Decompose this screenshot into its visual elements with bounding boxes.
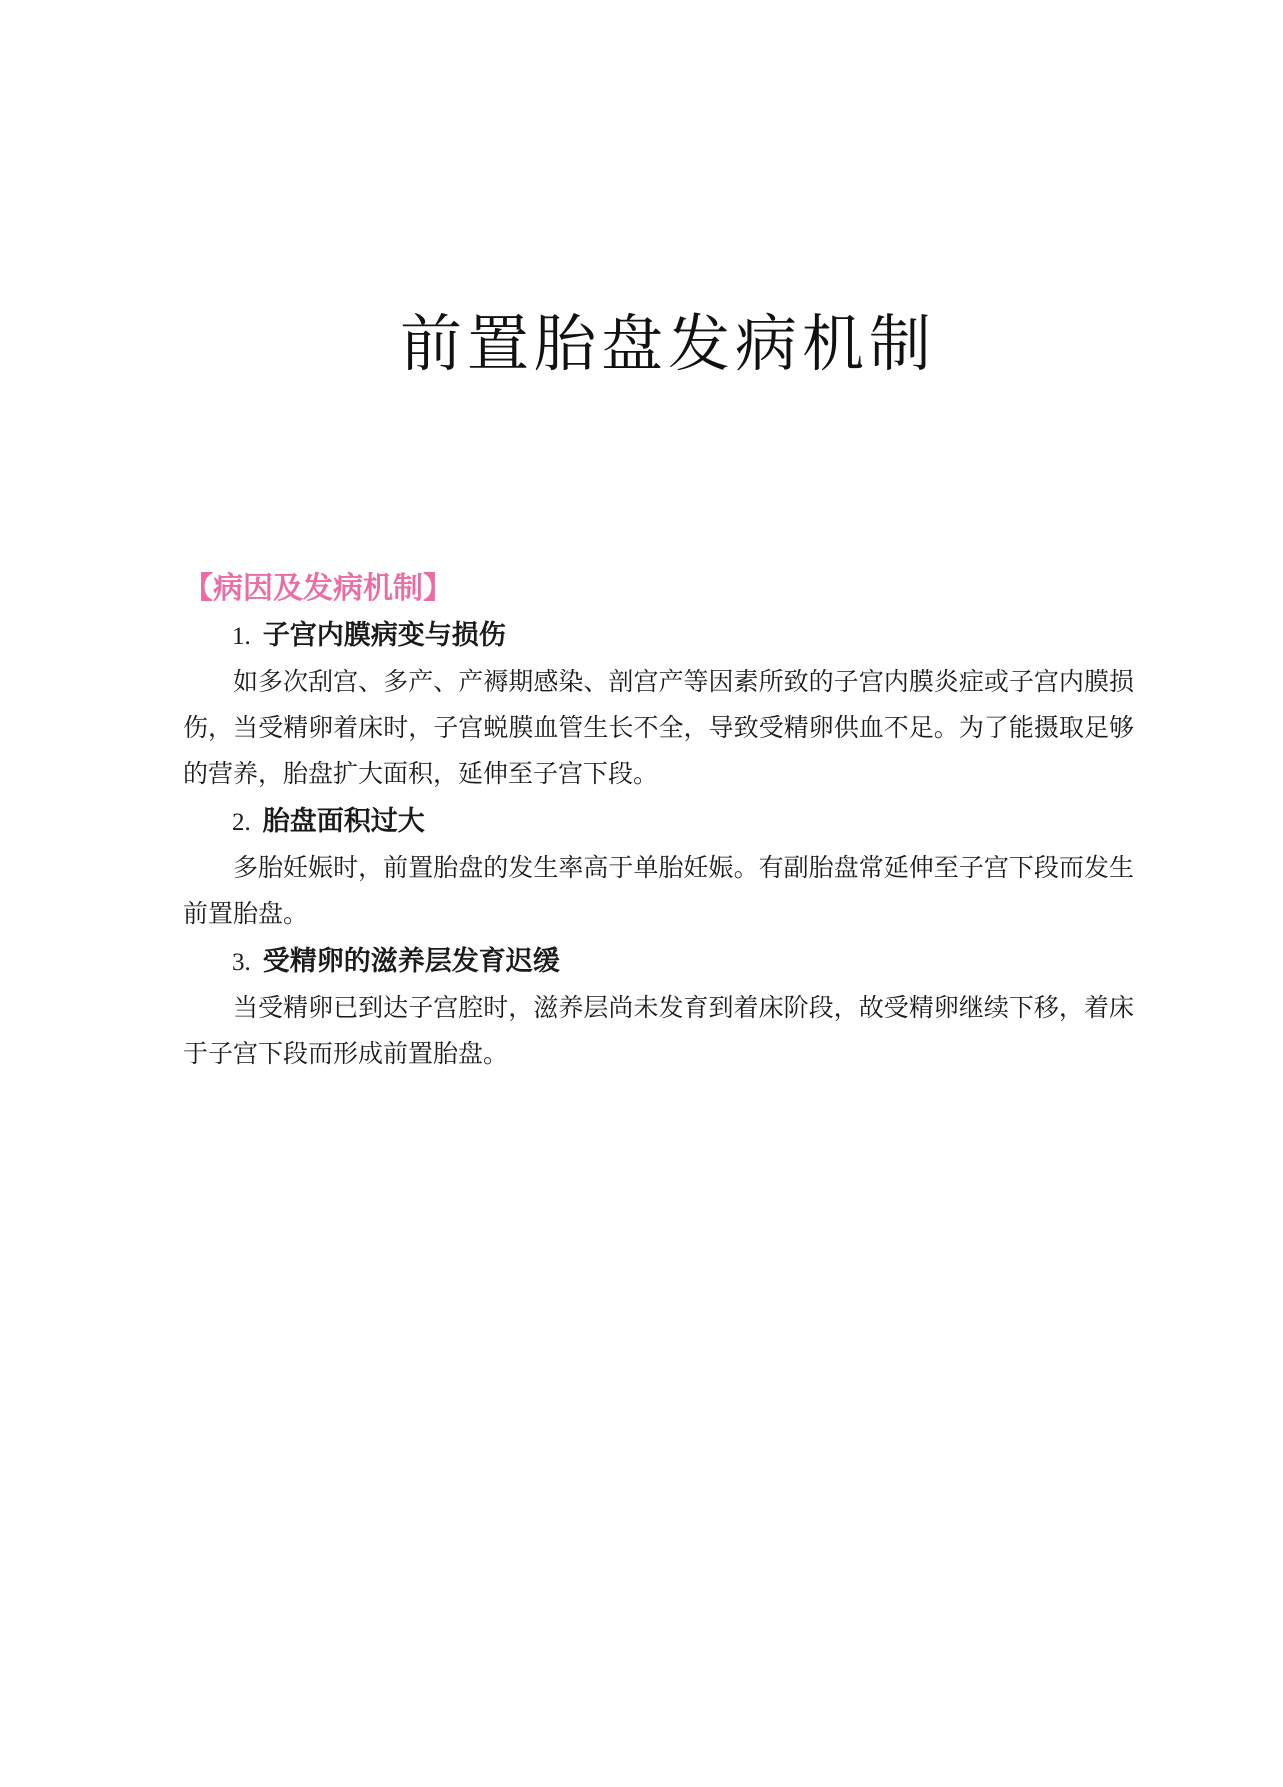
document-content (183, 566, 1134, 1078)
section-1-paragraph: 如多次刮宫、多产、产褥期感染、剖宫产等因素所致的子宫内膜炎症或子宫内膜损伤，当受精卵着床时，子宫蜕膜血管生长不全，导致受精卵供血不足。为了能摄取足够的营养，胎盘扩大面积，延伸至子宫下段。 (183, 669, 1134, 788)
sub-heading-2 (183, 798, 1134, 846)
sub-heading-2-title: 胎盘面积过大 (262, 806, 425, 836)
sub-heading-3 (183, 938, 1134, 986)
sub-heading-3-number: 3. (232, 949, 251, 976)
document-title: 前置胎盘发病机制 (400, 311, 937, 379)
sub-heading-1 (183, 612, 1134, 660)
sub-heading-1-title: 子宫内膜病变与损伤 (262, 620, 506, 650)
section-2-paragraph: 多胎妊娠时，前置胎盘的发生率高于单胎妊娠。有副胎盘常延伸至子宫下段而发生前置胎盘。 (183, 855, 1134, 928)
section-header-etiology: 【病因及发病机制】 (183, 572, 453, 605)
sub-heading-1-number: 1. (232, 623, 251, 650)
sub-heading-3-title: 受精卵的滋养层发育迟缓 (262, 946, 560, 976)
section-3-paragraph: 当受精卵已到达子宫腔时，滋养层尚未发育到着床阶段，故受精卵继续下移，着床于子宫下段而形成前置胎盘。 (183, 995, 1134, 1068)
sub-heading-2-number: 2. (232, 809, 251, 836)
